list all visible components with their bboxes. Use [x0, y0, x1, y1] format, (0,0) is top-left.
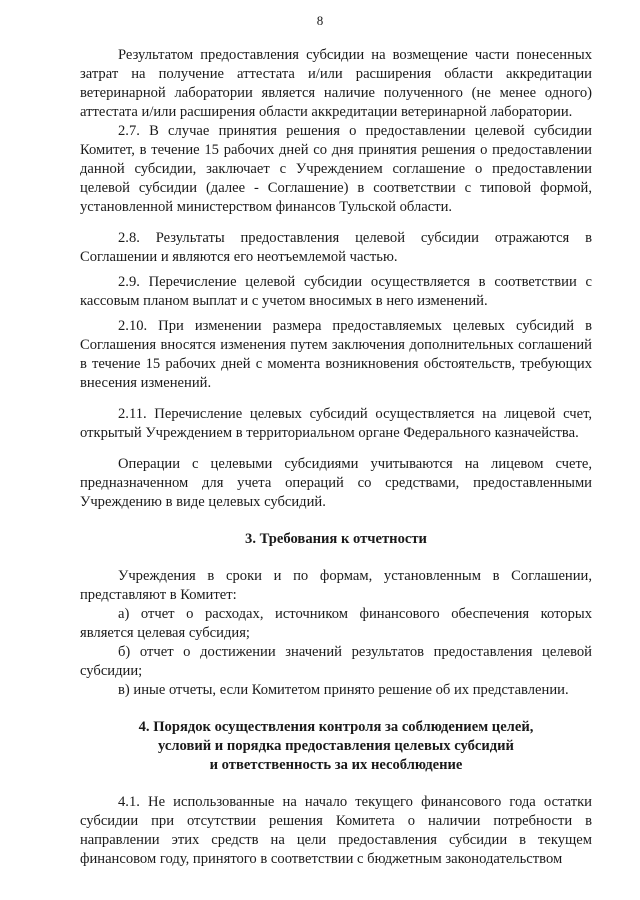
paragraph-2-10: 2.10. При изменении размера предоставляемых целевых субсидий в Соглашения вносятся изменения путем заключения дополнительных соглашений в течение 15 рабочих дней с момента возникновения обстоятельств, требующих внесения изменений.: [80, 318, 592, 391]
paragraph-2-9: 2.9. Перечисление целевой субсидии осуществляется в соответствии с кассовым планом выплат и с учетом вносимых в него изменений.: [80, 274, 592, 309]
paragraph-2-11: 2.11. Перечисление целевых субсидий осуществляется на лицевой счет, открытый Учреждением в территориальном органе Федерального казначейства.: [80, 406, 592, 441]
list-item: б) отчет о достижении значений результатов предоставления целевой субсидии;: [80, 644, 592, 679]
paragraph-result: Результатом предоставления субсидии на возмещение части понесенных затрат на получение аттестата и/или расширения области аккредитации ветеринарной лаборатории является наличие полученного (не менее одного) аттестата и/или расширения области аккредитации ветеринарной лаборатории.: [80, 47, 592, 120]
paragraph-operations: Операции с целевыми субсидиями учитываются на лицевом счете, предназначенном для учета операций со средствами, предоставленными Учреждению в виде целевых субсидий.: [80, 456, 592, 510]
section-3-heading: 3. Требования к отчетности: [245, 531, 427, 547]
paragraph-2-8: 2.8. Результаты предоставления целевой субсидии отражаются в Соглашении и являются его неотъемлемой частью.: [80, 230, 592, 265]
section-4-heading-line: и ответственность за их несоблюдение: [209, 757, 463, 773]
paragraph-2-7: 2.7. В случае принятия решения о предоставлении целевой субсидии Комитет, в течение 15 рабочих дней со дня принятия решения о предоставлении данной субсидии, заключает с Учреждением соглашение о предоставлении целевой субсидии (далее - Соглашение) в соответствии с типовой формой, установленной министерством финансов Тульской области.: [80, 123, 592, 215]
page-number: 8: [316, 13, 324, 28]
section-4-heading-line: условий и порядка предоставления целевых субсидий: [158, 738, 514, 754]
list-item: а) отчет о расходах, источником финансового обеспечения которых является целевая субсидия;: [80, 606, 592, 641]
section-3-intro: Учреждения в сроки и по формам, установленным в Соглашении, представляют в Комитет:: [80, 568, 592, 603]
document-body: [80, 46, 592, 869]
paragraph-4-1: 4.1. Не использованные на начало текущего финансового года остатки субсидии при отсутствии решения Комитета о наличии потребности в направлении этих средств на цели предоставления субсидии в текущем финансовом году, принятого в соответствии с бюджетным законодательством: [80, 794, 592, 867]
section-4-heading: [80, 718, 592, 775]
list-item: в) иные отчеты, если Комитетом принято решение об их представлении.: [118, 682, 569, 698]
section-4-heading-line: 4. Порядок осуществления контроля за соблюдением целей,: [138, 719, 534, 735]
